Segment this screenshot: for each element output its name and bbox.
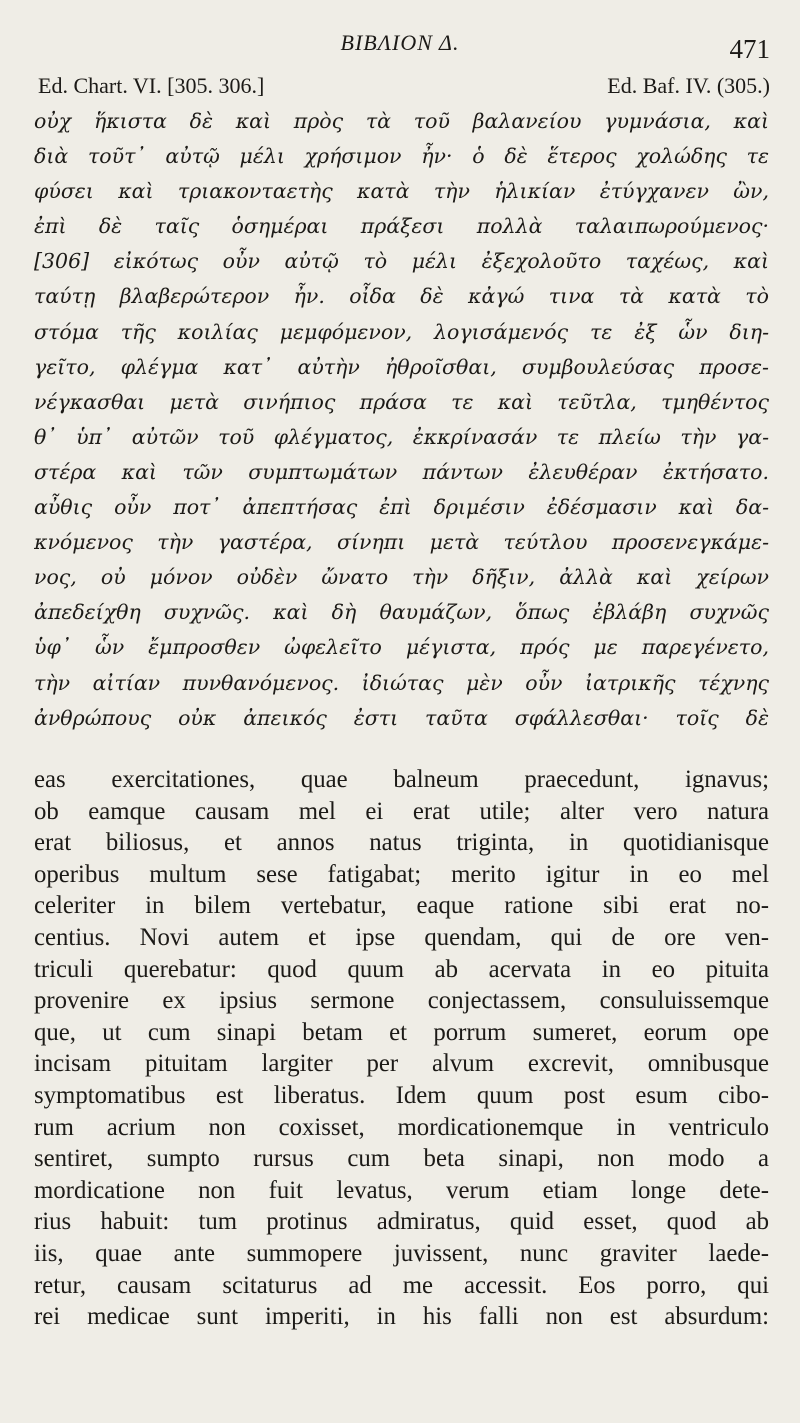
greek-line: γεῖτο, φλέγμα κατ᾽ αὐτὴν ἠθροῖσθαι, συμβουλεύσας προσε-: [34, 354, 769, 379]
greek-line: διὰ τοῦτ᾽ αὐτῷ μέλι χρήσιμον ἦν· ὁ δὲ ἕτερος χολώδης τε: [34, 144, 769, 169]
running-title: ΒΙΒΛΙΟΝ Δ.: [340, 30, 460, 55]
latin-line: rei medicae sunt imperiti, in his falli non est absurdum:: [34, 1303, 769, 1331]
latin-line: incisam pituitam largiter per alvum excrevit, omnibusque: [34, 1050, 769, 1078]
greek-line: κνόμενος τὴν γαστέρα, σίνηπι μετὰ τεύτλου προσενεγκάμε-: [34, 530, 769, 555]
latin-line: centius. Novi autem et ipse quendam, qui de ore ven-: [34, 923, 769, 951]
greek-line: θ᾽ ὑπ᾽ αὐτῶν τοῦ φλέγματος, ἐκκρίνασάν τε πλείω τὴν γα-: [34, 424, 769, 449]
greek-line: ἀπεδείχθη συχνῶς. καὶ δὴ θαυμάζων, ὅπως ἐβλάβη συχνῶς: [34, 600, 769, 625]
latin-line: operibus multum sese fatigabat; merito igitur in eo mel: [34, 860, 769, 888]
latin-line: eas exercitationes, quae balneum praecedunt, ignavus;: [34, 766, 769, 793]
latin-line: rius habuit: tum protinus admiratus, quid esset, quod ab: [34, 1208, 769, 1236]
latin-line: ob eamque causam mel ei erat utile; alter vero natura: [34, 797, 769, 825]
greek-line: νέγκασθαι μετὰ σινήπιος πράσα τε καὶ τεῦτλα, τμηθέντος: [34, 389, 769, 414]
edition-reference-left: Ed. Chart. VI. [305. 306.]: [38, 73, 265, 98]
latin-line: erat biliosus, et annos natus triginta, in quotidianisque: [34, 829, 769, 857]
latin-line: que, ut cum sinapi betam et porrum sumeret, eorum ope: [34, 1018, 769, 1046]
edition-reference-right: Ed. Baf. IV. (305.): [607, 73, 770, 98]
latin-line: celeriter in bilem vertebatur, eaque ratione sibi erat no-: [34, 892, 769, 920]
greek-line: φύσει καὶ τριακονταετὴς κατὰ τὴν ἡλικίαν ἐτύγχανεν ὢν,: [34, 179, 769, 204]
greek-line: οὐχ ἥκιστα δὲ καὶ πρὸς τὰ τοῦ βαλανείου γυμνάσια, καὶ: [34, 109, 769, 133]
greek-line: αὖθις οὖν ποτ᾽ ἀπεπτήσας ἐπὶ δριμέσιν ἐδέσμασιν καὶ δα-: [34, 495, 769, 520]
greek-text-block: [34, 104, 769, 736]
latin-line: triculi querebatur: quod quum ab acervata in eo pituita: [34, 955, 769, 983]
greek-line: ἐπὶ δὲ ταῖς ὁσημέραι πράξεσι πολλὰ ταλαιπωρούμενος·: [34, 214, 769, 239]
latin-line: symptomatibus est liberatus. Idem quum post esum cibo-: [34, 1081, 769, 1109]
greek-line: ταύτῃ βλαβερώτερον ἦν. οἶδα δὲ κἀγώ τινα τὰ κατὰ τὸ: [34, 284, 769, 309]
greek-line: νος, οὐ μόνον οὐδὲν ὤνατο τὴν δῆξιν, ἀλλὰ καὶ χείρων: [34, 565, 769, 590]
greek-line: [306] εἰκότως οὖν αὐτῷ τὸ μέλι ἐξεχολοῦτο ταχέως, καὶ: [34, 249, 769, 274]
latin-line: rum acrium non coxisset, mordicationemque in ventriculo: [34, 1113, 769, 1141]
greek-line: στόμα τῆς κοιλίας μεμφόμενον, λογισάμενός τε ἐξ ὧν διη-: [34, 319, 769, 344]
greek-line: ὑφ᾽ ὧν ἔμπροσθεν ὠφελεῖτο μέγιστα, πρός με παρεγένετο,: [34, 635, 769, 660]
latin-line: provenire ex ipsius sermone conjectassem, consuluissemque: [34, 987, 769, 1015]
page-number: 471: [729, 34, 770, 64]
latin-line: retur, causam scitaturus ad me accessit. Eos porro, qui: [34, 1271, 769, 1299]
latin-line: iis, quae ante summopere juvissent, nunc graviter laede-: [34, 1239, 769, 1267]
latin-line: mordicatione non fuit levatus, verum etiam longe dete-: [34, 1176, 769, 1204]
latin-line: sentiret, sumpto rursus cum beta sinapi, non modo a: [34, 1145, 769, 1173]
greek-line: τὴν αἰτίαν πυνθανόμενος. ἰδιώτας μὲν οὖν ἰατρικῆς τέχνης: [34, 670, 769, 695]
latin-text-block: [34, 764, 769, 1333]
greek-line: ἀνθρώπους οὐκ ἀπεικός ἐστι ταῦτα σφάλλεσθαι· τοῖς δὲ: [34, 705, 769, 730]
greek-line: στέρα καὶ τῶν συμπτωμάτων πάντων ἐλευθέραν ἐκτήσατο.: [34, 459, 769, 484]
